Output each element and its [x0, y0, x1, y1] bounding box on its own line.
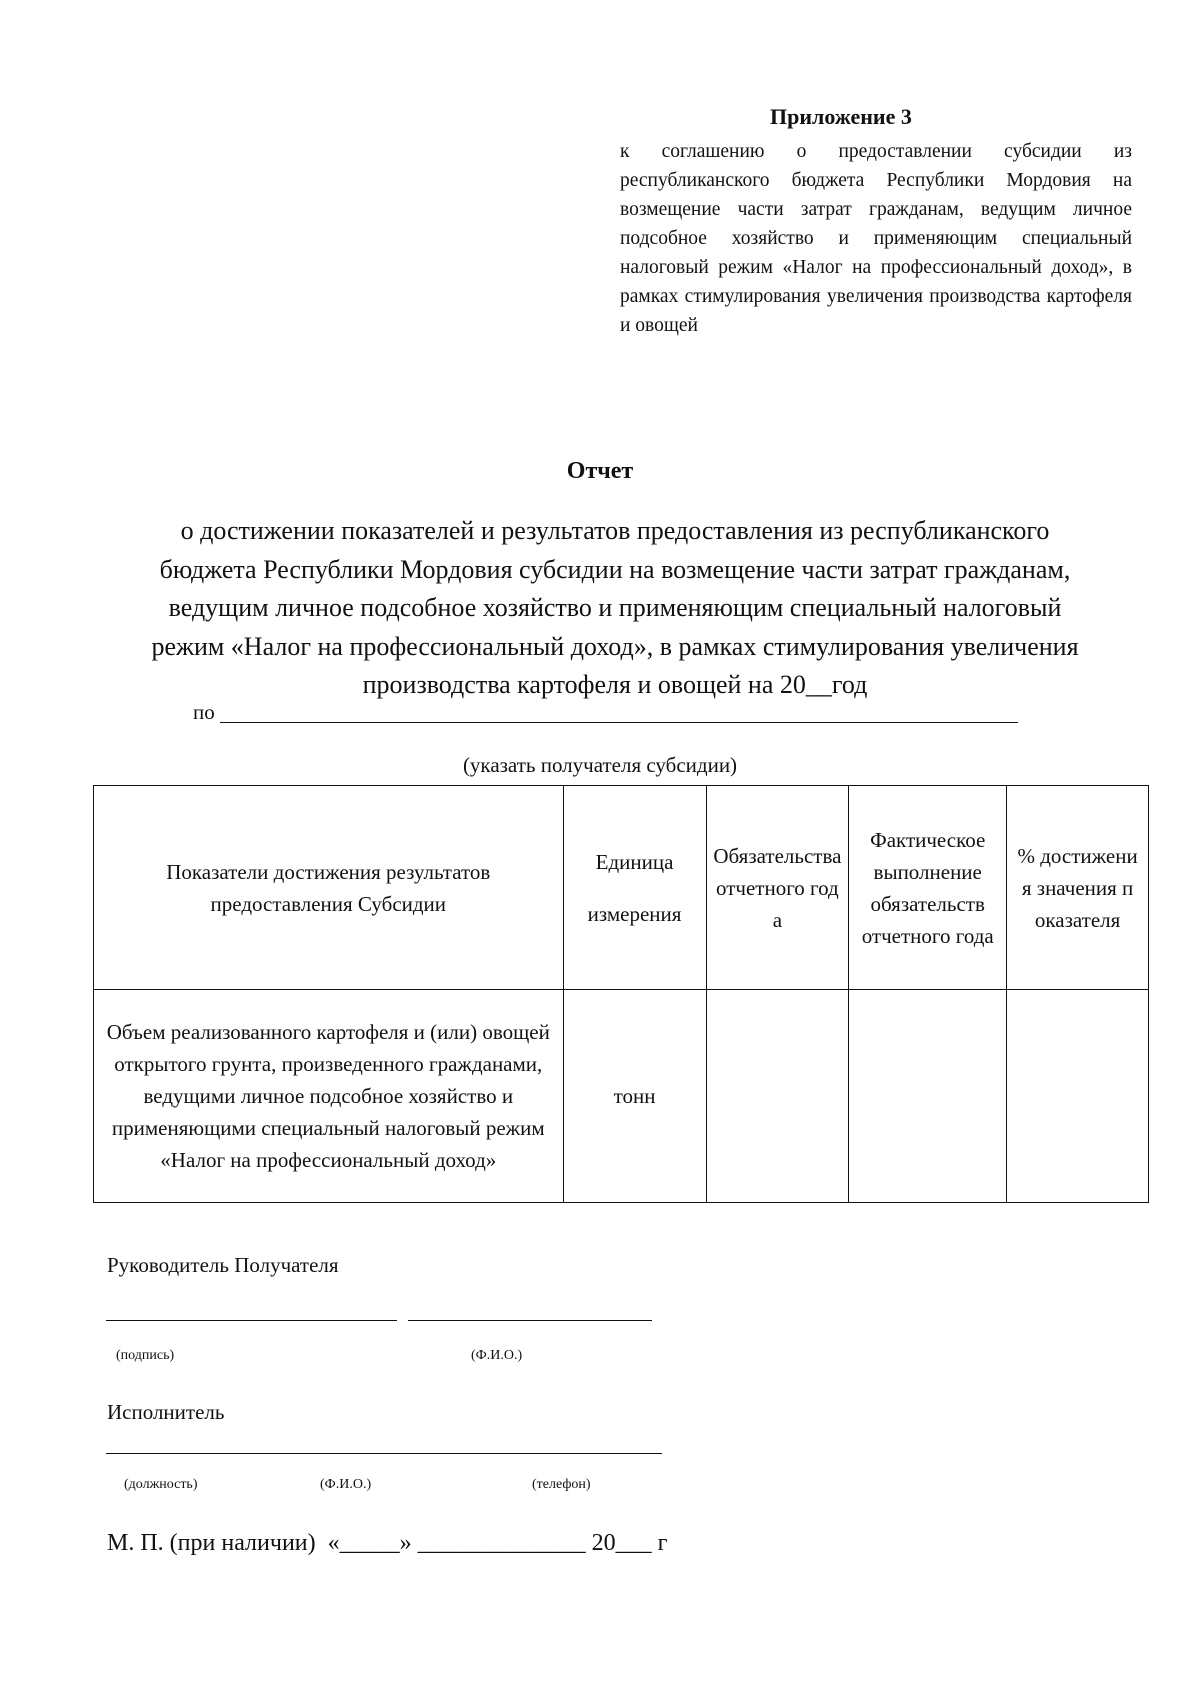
table-row [94, 990, 1149, 1203]
report-title: Отчет [566, 458, 634, 484]
head-fio-caption: (Ф.И.О.) [471, 1348, 523, 1363]
appendix-text: к соглашению о предоставлении субсидии из республиканского бюджета Республики Мордовия на возмещение части затрат гражданам, ведущим личное подсобное хозяйство и применяющим специальный налоговый режим «Налог на профессиональный доход», в рамках стимулирования увеличения производства картофеля и овощей [620, 141, 1132, 336]
header-actual: Фактическое выполнение обязательств отчетного года [849, 786, 1007, 990]
po-label: по [193, 700, 215, 724]
cell-obligations[interactable] [706, 990, 849, 1203]
subtitle-line: бюджета Республики Мордовия субсидии на возмещение части затрат гражданам, [159, 554, 1071, 584]
subtitle-line: производства картофеля и овощей на 20__год [362, 670, 868, 699]
header-unit: Единица измерения [563, 786, 706, 990]
subtitle-line: о достижении показателей и результатов предоставления из республиканского [180, 516, 1050, 545]
recipient-caption: (указать получателя субсидии) [462, 753, 738, 777]
header-obligations: Обязательства отчетного года [706, 786, 849, 990]
executor-fio-caption: (Ф.И.О.) [320, 1477, 372, 1492]
stamp-date-line: М. П. (при наличии) «_____» ______________ 20___ г [107, 1530, 668, 1556]
executor-position-caption: (должность) [124, 1477, 198, 1492]
indicators-table [93, 785, 1149, 1203]
subtitle-line: ведущим личное подсобное хозяйство и применяющим специальный налоговый [168, 593, 1062, 622]
head-fio-line[interactable] [408, 1320, 652, 1321]
cell-unit: тонн [563, 990, 706, 1203]
cell-indicator: Объем реализованного картофеля и (или) овощей открытого грунта, произведенного гражданами, ведущими личное подсобное хозяйство и применяющими специальный налоговый режим «Налог на профессиональный доход» [94, 990, 564, 1203]
executor-label: Исполнитель [107, 1400, 225, 1424]
recipient-line[interactable] [220, 722, 1018, 723]
executor-line[interactable] [106, 1453, 662, 1454]
report-subtitle [100, 512, 1130, 705]
head-label: Руководитель Получателя [107, 1253, 339, 1277]
head-signature-line[interactable] [106, 1320, 397, 1321]
cell-percent[interactable] [1007, 990, 1149, 1203]
header-indicators: Показатели достижения результатов предоставления Субсидии [94, 786, 564, 990]
table-header-row [94, 786, 1149, 990]
cell-actual[interactable] [849, 990, 1007, 1203]
executor-phone-caption: (телефон) [532, 1477, 591, 1492]
header-percent: % достижения значения показателя [1007, 786, 1149, 990]
appendix-title: Приложение 3 [770, 104, 912, 129]
head-signature-caption: (подпись) [116, 1348, 175, 1363]
subtitle-line: режим «Налог на профессиональный доход», в рамках стимулирования увеличения [151, 631, 1079, 661]
